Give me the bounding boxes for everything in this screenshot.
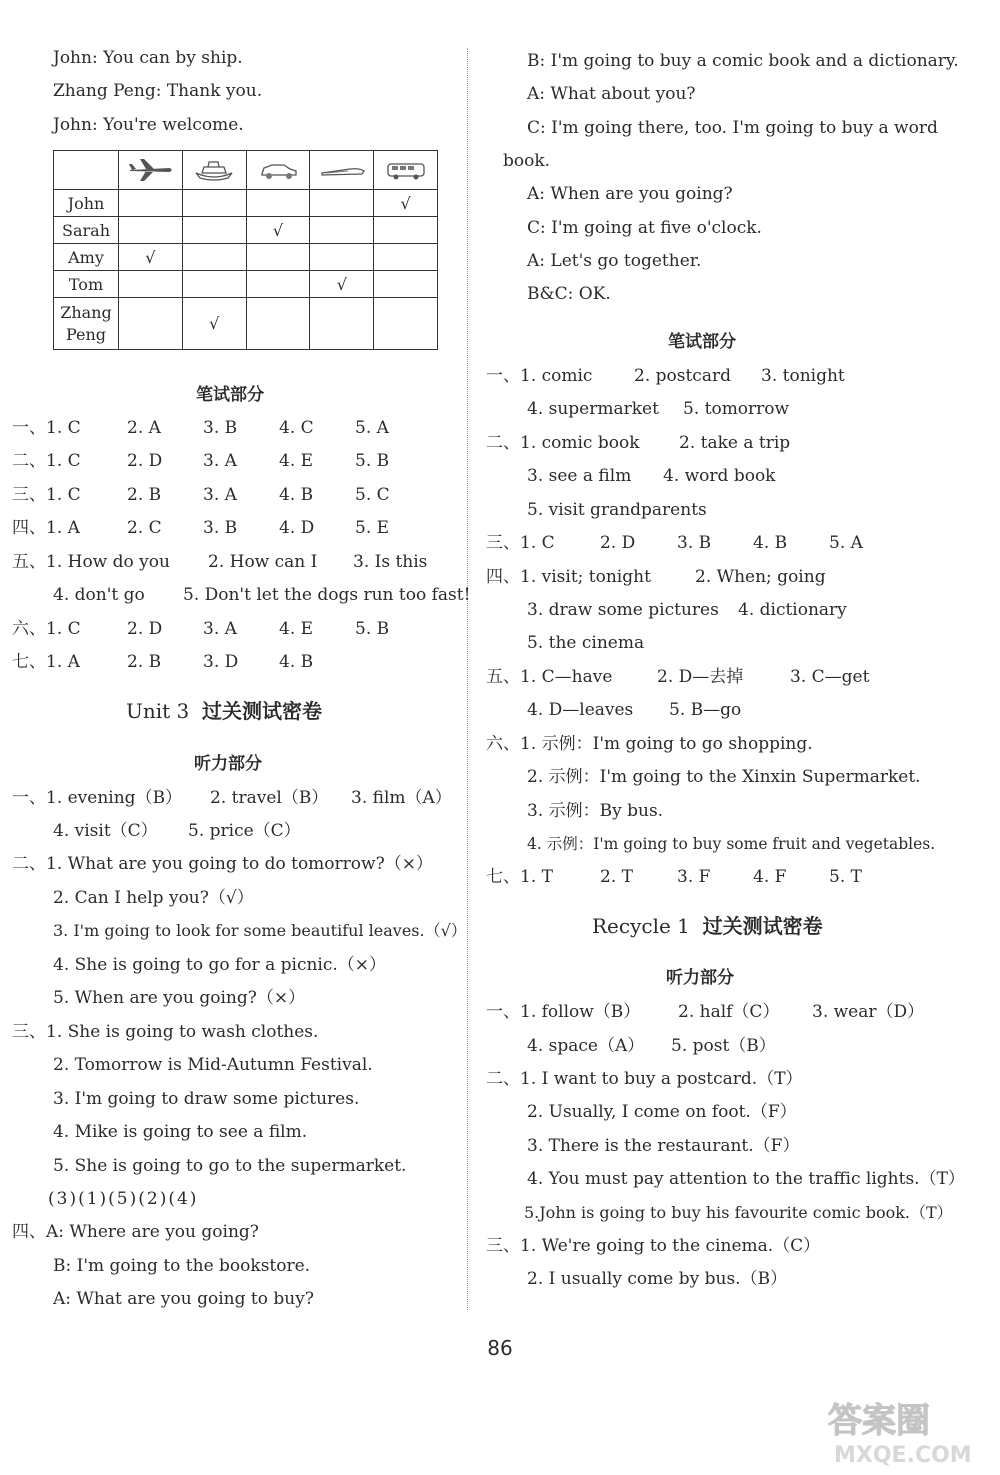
answer: 4. B [279,485,314,505]
answer: 七、1. A [12,652,80,672]
answer: 4. word book [663,466,776,486]
answer: 2. How can I [208,552,318,572]
answer: 一、1. C [12,418,81,438]
dialog-line: C: I'm going there, too. I'm going to buy a word [527,118,938,138]
answer: 5. She is going to go to the supermarket. [53,1156,407,1176]
answer: (3)(1)(5)(2)(4) [48,1189,199,1209]
row-name: John [54,190,119,217]
answer: 2. B [127,485,162,505]
page-number: 86 [487,1336,513,1360]
answer: 4. supermarket [527,399,659,419]
answer: 3. tonight [761,366,845,386]
train-icon [310,151,374,190]
answer: 5. the cinema [527,633,645,653]
svg-text:答案圈: 答案圈 [828,1401,930,1441]
answer: 4. space（A） [527,1036,645,1056]
answer: 2. A [127,418,161,438]
dialog-line: B&C: OK. [527,284,611,304]
answer: 一、1. follow（B） [486,1002,641,1022]
table-row [54,298,438,350]
answer: 4. F [753,867,787,887]
section-heading: 笔试部分 [196,385,264,405]
row-name: Zhang Peng [54,298,119,350]
answer: 2. B [127,652,162,672]
dialog-line: A: What are you going to buy? [53,1289,314,1309]
unit-prefix: Recycle 1 [592,914,690,938]
dialog-line: John: You're welcome. [53,115,244,135]
answer: 5. B [355,451,390,471]
answer: 2. D [600,533,636,553]
answer: 2. D—去掉 [657,667,744,687]
answer: 4. You must pay attention to the traffic lights.（T） [527,1169,965,1189]
svg-text:MXQE.COM: MXQE.COM [834,1443,972,1468]
dialog-line: A: When are you going? [527,184,733,204]
answer: 3. A [203,485,237,505]
car-icon [246,151,310,190]
answer: 5. C [355,485,390,505]
answer: 4. B [753,533,788,553]
answer: 4. D—leaves [527,700,634,720]
answer: 3. C—get [790,667,870,687]
answer: 5. B [355,619,390,639]
answer: 3. film（A） [351,788,452,808]
answer: 二、1. comic book [486,433,640,453]
answer: 2. Usually, I come on foot.（F） [527,1102,797,1122]
answer: 4. B [279,652,314,672]
answer: 2. half（C） [678,1002,780,1022]
check-mark: √ [182,298,246,350]
dialog-line: A: Let's go together. [527,251,702,271]
answer: 3. B [203,418,238,438]
answer: 2. C [127,518,162,538]
answer: 2. T [600,867,633,887]
dialog-line: A: What about you? [527,84,696,104]
answer: 4. C [279,418,314,438]
dialog-line: Zhang Peng: Thank you. [53,81,263,101]
answer: 5. Don't let the dogs run too fast! [183,585,471,605]
answer: 2. postcard [634,366,731,386]
answer: 2. Can I help you?（√） [53,888,254,908]
watermark-logo [820,1390,990,1470]
column-divider [467,48,468,1310]
answer: 六、1. 示例：I'm going to go shopping. [486,734,813,754]
check-mark: √ [374,190,438,217]
answer: 4. dictionary [738,600,847,620]
answer: 2. D [127,619,163,639]
answer: 3. B [203,518,238,538]
answer: 三、1. C [486,533,555,553]
answer: 3. 示例：By bus. [527,801,664,821]
answer: 5. post（B） [671,1036,776,1056]
answer: 3. I'm going to look for some beautiful leaves.（√） [53,921,467,940]
answer: 四、1. A [12,518,80,538]
dialog-line: B: I'm going to the bookstore. [53,1256,311,1276]
answer: 五、1. C—have [486,667,613,687]
row-name: Amy [54,244,119,271]
section-heading: 听力部分 [666,968,734,988]
unit-title-text: 过关测试密卷 [702,914,823,938]
answer: 3. A [203,619,237,639]
answer: 4. Mike is going to see a film. [53,1122,308,1142]
unit-prefix: Unit 3 [126,699,190,723]
dialog-line: C: I'm going at five o'clock. [527,218,762,238]
answer: 3. D [203,652,239,672]
answer: 4. She is going to go for a picnic.（×） [53,955,387,975]
answer: 3. F [677,867,711,887]
check-mark: √ [310,271,374,298]
answer: 五、1. How do you [12,552,170,572]
answer: 3. wear（D） [812,1002,925,1022]
bus-icon [374,151,438,190]
table-row [54,271,438,298]
answer: 3. A [203,451,237,471]
answer: 3. draw some pictures [527,600,719,620]
answer: 5. T [829,867,862,887]
answer: 3. I'm going to draw some pictures. [53,1089,360,1109]
answer: 5. A [355,418,389,438]
answer: 3. B [677,533,712,553]
plane-icon [119,151,183,190]
answer: 2. 示例：I'm going to the Xinxin Supermarket. [527,767,921,787]
answer: 4. visit（C） [53,821,158,841]
check-mark: √ [246,217,310,244]
answer: 2. D [127,451,163,471]
unit-title-text: 过关测试密卷 [201,699,322,723]
answer: 2. When; going [695,567,826,587]
check-mark: √ [119,244,183,271]
section-heading: 听力部分 [194,754,262,774]
answer: 三、1. She is going to wash clothes. [12,1022,319,1042]
dialog-line: 四、A: Where are you going? [12,1222,259,1242]
answer: 5. tomorrow [683,399,790,419]
answer: 5. B—go [669,700,742,720]
answer: 5. E [355,518,390,538]
answer: 三、1. We're going to the cinema.（C） [486,1236,821,1256]
answer: 4. don't go [53,585,145,605]
answer: 4. D [279,518,315,538]
answer: 4. E [279,451,314,471]
answer: 六、1. C [12,619,81,639]
unit-title [126,695,322,724]
row-name: Sarah [54,217,119,244]
answer: 三、1. C [12,485,81,505]
answer: 5. When are you going?（×） [53,988,306,1008]
answer: 2. take a trip [679,433,791,453]
answer: 2. Tomorrow is Mid-Autumn Festival. [53,1055,373,1075]
answer: 5. price（C） [188,821,301,841]
answer: 二、1. What are you going to do tomorrow?（×） [12,854,433,874]
transport-table [53,150,438,350]
table-row [54,190,438,217]
answer: 3. There is the restaurant.（F） [527,1136,800,1156]
table-row [54,244,438,271]
row-name: Tom [54,271,119,298]
answer: 二、1. I want to buy a postcard.（T） [486,1069,803,1089]
answer: 四、1. visit; tonight [486,567,651,587]
answer: 2. I usually come by bus.（B） [527,1269,788,1289]
answer: 二、1. C [12,451,81,471]
answer: 3. Is this [353,552,428,572]
table-row [54,217,438,244]
answer: 一、1. evening（B） [12,788,183,808]
answer: 一、1. comic [486,366,593,386]
answer: 七、1. T [486,867,553,887]
answer: 4. 示例：I'm going to buy some fruit and vegetables. [527,835,936,853]
answer: 5. A [829,533,863,553]
unit-title [592,910,823,939]
answer: 4. E [279,619,314,639]
dialog-line: book. [503,151,551,171]
ship-icon [182,151,246,190]
answer: 5. visit grandparents [527,500,707,520]
answer: 2. travel（B） [210,788,329,808]
dialog-line: John: You can by ship. [53,48,243,68]
section-heading: 笔试部分 [668,332,736,352]
answer: 5.John is going to buy his favourite comic book.（T） [524,1203,953,1222]
table-corner [54,151,119,190]
answer: 3. see a film [527,466,632,486]
dialog-line: B: I'm going to buy a comic book and a dictionary. [527,51,959,71]
